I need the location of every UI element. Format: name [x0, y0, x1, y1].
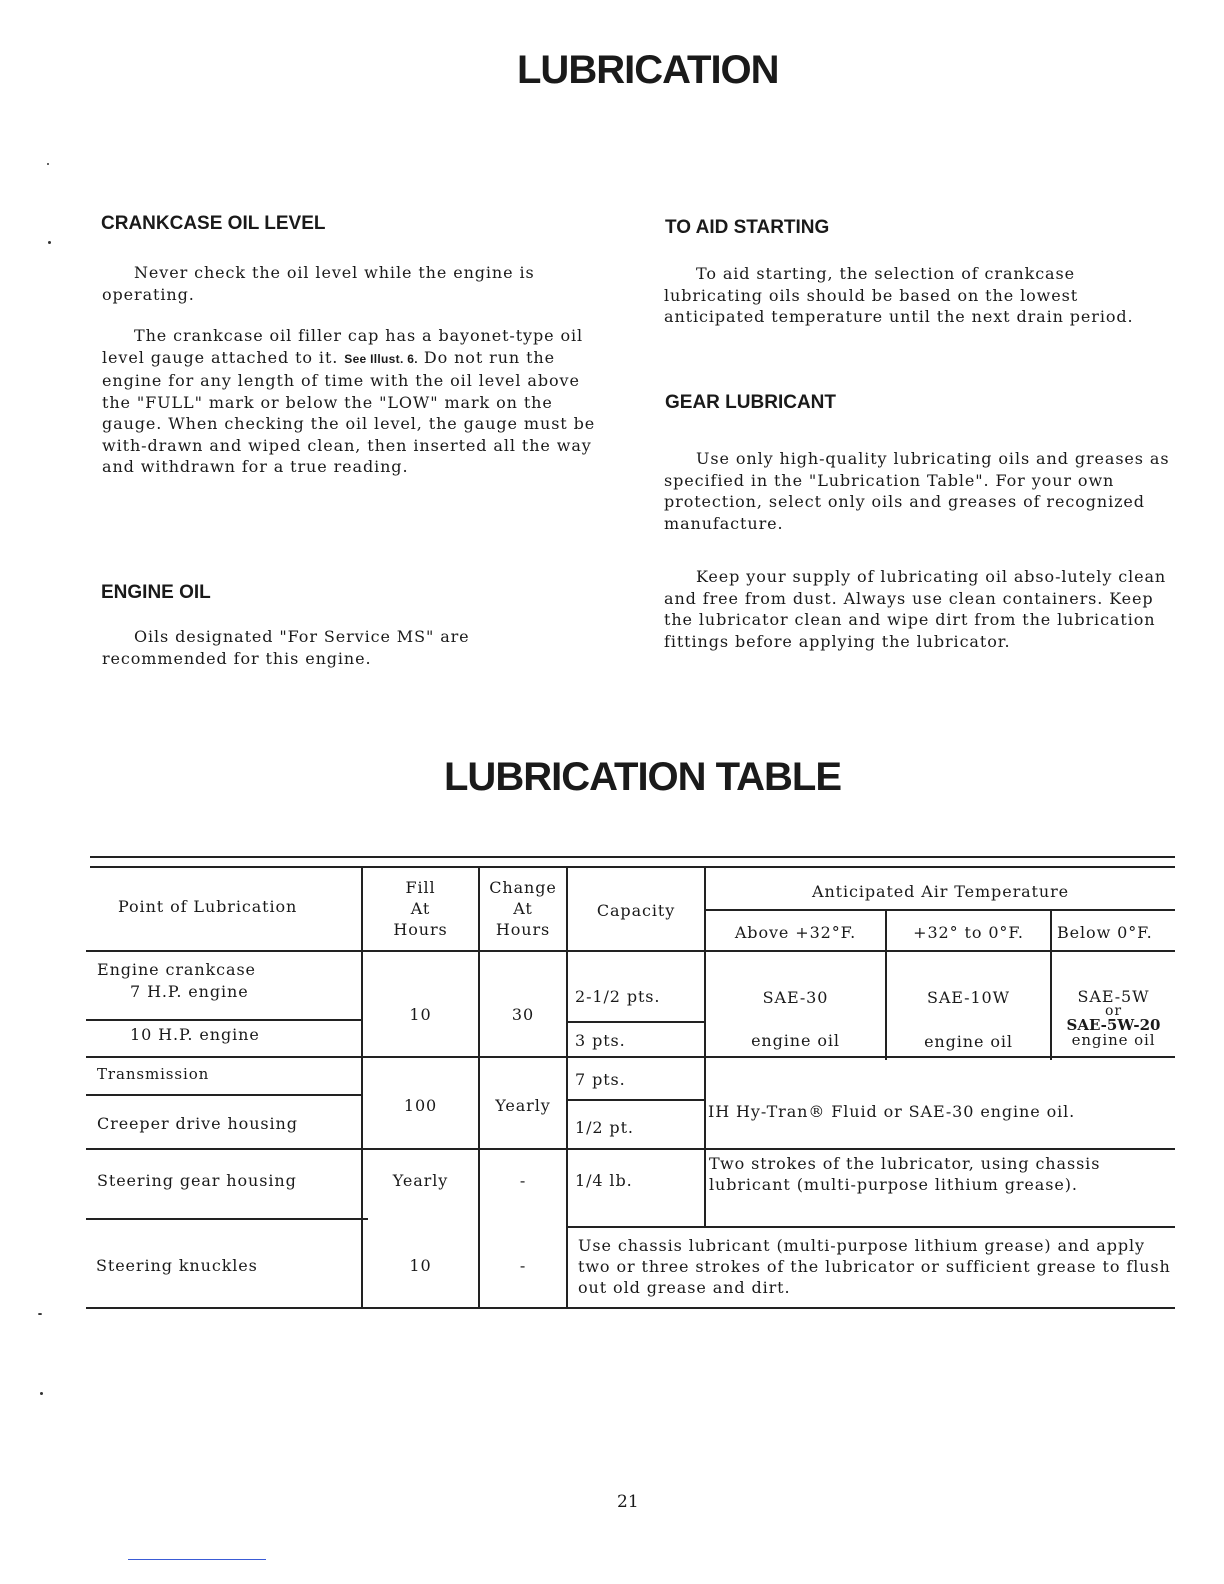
table-top-rule-2 — [90, 866, 1175, 868]
transmission-lubricant: IH Hy-Tran® Fluid or SAE-30 engine oil. — [708, 1102, 1076, 1121]
transmission-capacity: 7 pts. — [575, 1070, 626, 1089]
engine-7hp-label: 7 H.P. engine — [130, 982, 249, 1001]
engine-below-oil-type: engine oil — [1071, 1031, 1156, 1049]
header-change-line-3: Hours — [495, 920, 551, 939]
engine-above-oil: SAE-30 — [762, 988, 829, 1007]
temp-header-rule — [706, 909, 1175, 911]
scan-speck — [40, 1392, 43, 1395]
steering-gear-change: - — [519, 1171, 527, 1190]
engine-fill-hours: 10 — [409, 1005, 432, 1024]
crankcase-paragraph-1-text: Never check the oil level while the engine is operating. — [102, 263, 535, 304]
page-title: LUBRICATION — [517, 48, 779, 92]
header-change-at-hours — [480, 877, 566, 940]
engine-7hp-capacity: 2-1/2 pts. — [575, 987, 661, 1006]
aid-starting-paragraph — [664, 263, 1172, 328]
steering-gear-lubricant: Two strokes of the lubricator, using chassis lubricant (multi-purpose lithium grease). — [709, 1154, 1101, 1194]
gear-lubricant-paragraph-1 — [664, 448, 1172, 534]
engine-10hp-label: 10 H.P. engine — [130, 1025, 260, 1044]
creeper-drive-label: Creeper drive housing — [97, 1114, 298, 1133]
steering-knuckles-lubricant: Use chassis lubricant (multi-purpose lithium grease) and apply two or three strokes of the lubricator or sufficient grease to flush out old grease and dirt. — [578, 1236, 1171, 1297]
header-above-32f: Above +32°F. — [734, 923, 857, 942]
steering-gear-bottom-rule-2 — [567, 1226, 1175, 1228]
illustration-reference: See Illust. 6. — [344, 351, 418, 366]
engine-oil-paragraph-text: Oils designated "For Service MS" are recommended for this engine. — [102, 627, 470, 668]
transmission-change: Yearly — [495, 1096, 551, 1115]
col-divider-3 — [566, 866, 568, 1309]
lubrication-table-title: LUBRICATION TABLE — [444, 755, 842, 799]
header-fill-line-1: Fill — [405, 878, 436, 897]
engine-below-oil-2: SAE-5W-20 — [1066, 1016, 1161, 1034]
transmission-label: Transmission — [97, 1065, 210, 1083]
steering-gear-bottom-rule — [86, 1218, 368, 1220]
gear-lubricant-paragraph-2-text: Keep your supply of lubricating oil abso-lutely clean and free from dust. Always use clean containers. Keep the lubricator clean and wipe dirt from the lubrication fittings before applying the lubricator. — [664, 567, 1167, 651]
transmission-cap-rule — [567, 1099, 705, 1101]
engine-crankcase-label: Engine crankcase — [97, 960, 256, 979]
header-bottom-rule — [86, 950, 1175, 952]
crankcase-paragraph-2-continued: Do not run the engine for any length of time with the oil level above the "FULL" mark or below the "LOW" mark on the gauge. When checking the oil level, the gauge must be with-drawn and wiped clean, then inserted all the way and withdrawn for a true reading. — [102, 347, 596, 476]
header-fill-line-2: At — [410, 899, 431, 918]
footer-link-line — [128, 1559, 266, 1560]
table-bottom-rule — [86, 1307, 1175, 1309]
gear-lubricant-paragraph-2 — [664, 566, 1172, 652]
steering-gear-fill: Yearly — [392, 1171, 449, 1190]
scan-speck — [47, 163, 49, 165]
aid-starting-paragraph-text: To aid starting, the selection of crankcase lubricating oils should be based on the lowest anticipated temperature until the next drain period. — [664, 264, 1134, 326]
header-anticipated-air-temperature: Anticipated Air Temperature — [811, 882, 1070, 901]
engine-bottom-rule — [86, 1056, 1175, 1058]
header-change-line-1: Change — [489, 878, 557, 897]
scan-speck — [48, 241, 51, 244]
engine-oil-heading: ENGINE OIL — [101, 582, 211, 603]
engine-below-or: or — [1105, 1003, 1122, 1019]
header-capacity: Capacity — [596, 901, 676, 920]
header-fill-line-3: Hours — [393, 920, 448, 939]
crankcase-oil-level-heading: CRANKCASE OIL LEVEL — [101, 213, 326, 234]
steering-gear-capacity: 1/4 lb. — [575, 1171, 633, 1190]
engine-mid-oil: SAE-10W — [926, 988, 1010, 1007]
header-32-to-0f: +32° to 0°F. — [913, 923, 1024, 942]
header-change-line-2: At — [513, 899, 533, 918]
header-fill-at-hours — [363, 877, 478, 940]
gear-lubricant-paragraph-1-text: Use only high-quality lubricating oils and greases as specified in the "Lubrication Table". For your own protection, select only oils and greases of recognized manufacture. — [664, 449, 1170, 533]
creeper-capacity: 1/2 pt. — [575, 1118, 634, 1137]
engine-7hp-rule — [86, 1019, 362, 1021]
page-number: 21 — [617, 1492, 639, 1512]
engine-7hp-cap-rule — [567, 1021, 705, 1023]
engine-change-hours: 30 — [511, 1005, 535, 1024]
aid-starting-heading: TO AID STARTING — [665, 217, 830, 238]
gear-lubricant-heading: GEAR LUBRICANT — [665, 392, 836, 413]
engine-below-oil-1: SAE-5W — [1077, 987, 1150, 1006]
engine-above-oil-type: engine oil — [751, 1031, 840, 1050]
engine-oil-paragraph — [102, 626, 562, 669]
crankcase-paragraph-1 — [102, 262, 602, 305]
scan-speck — [38, 1313, 42, 1315]
engine-10hp-capacity: 3 pts. — [575, 1031, 626, 1050]
steering-knuckles-fill: 10 — [409, 1256, 432, 1275]
table-top-rule — [90, 856, 1175, 858]
transmission-fill-hours: 100 — [403, 1096, 438, 1115]
transmission-rule — [86, 1094, 362, 1096]
header-point-of-lubrication: Point of Lubrication — [118, 897, 298, 916]
engine-below-oil — [1052, 987, 1175, 1049]
steering-knuckles-change: - — [519, 1256, 527, 1275]
steering-gear-label: Steering gear housing — [97, 1171, 297, 1190]
header-below-0f: Below 0°F. — [1057, 923, 1153, 942]
engine-mid-oil-type: engine oil — [924, 1032, 1013, 1051]
transmission-bottom-rule — [86, 1148, 1175, 1150]
crankcase-paragraph-2-text: The crankcase oil filler cap has a bayonet-type oil level gauge attached to it. — [102, 326, 584, 367]
steering-knuckles-label: Steering knuckles — [96, 1256, 258, 1275]
crankcase-paragraph-2 — [102, 325, 602, 478]
